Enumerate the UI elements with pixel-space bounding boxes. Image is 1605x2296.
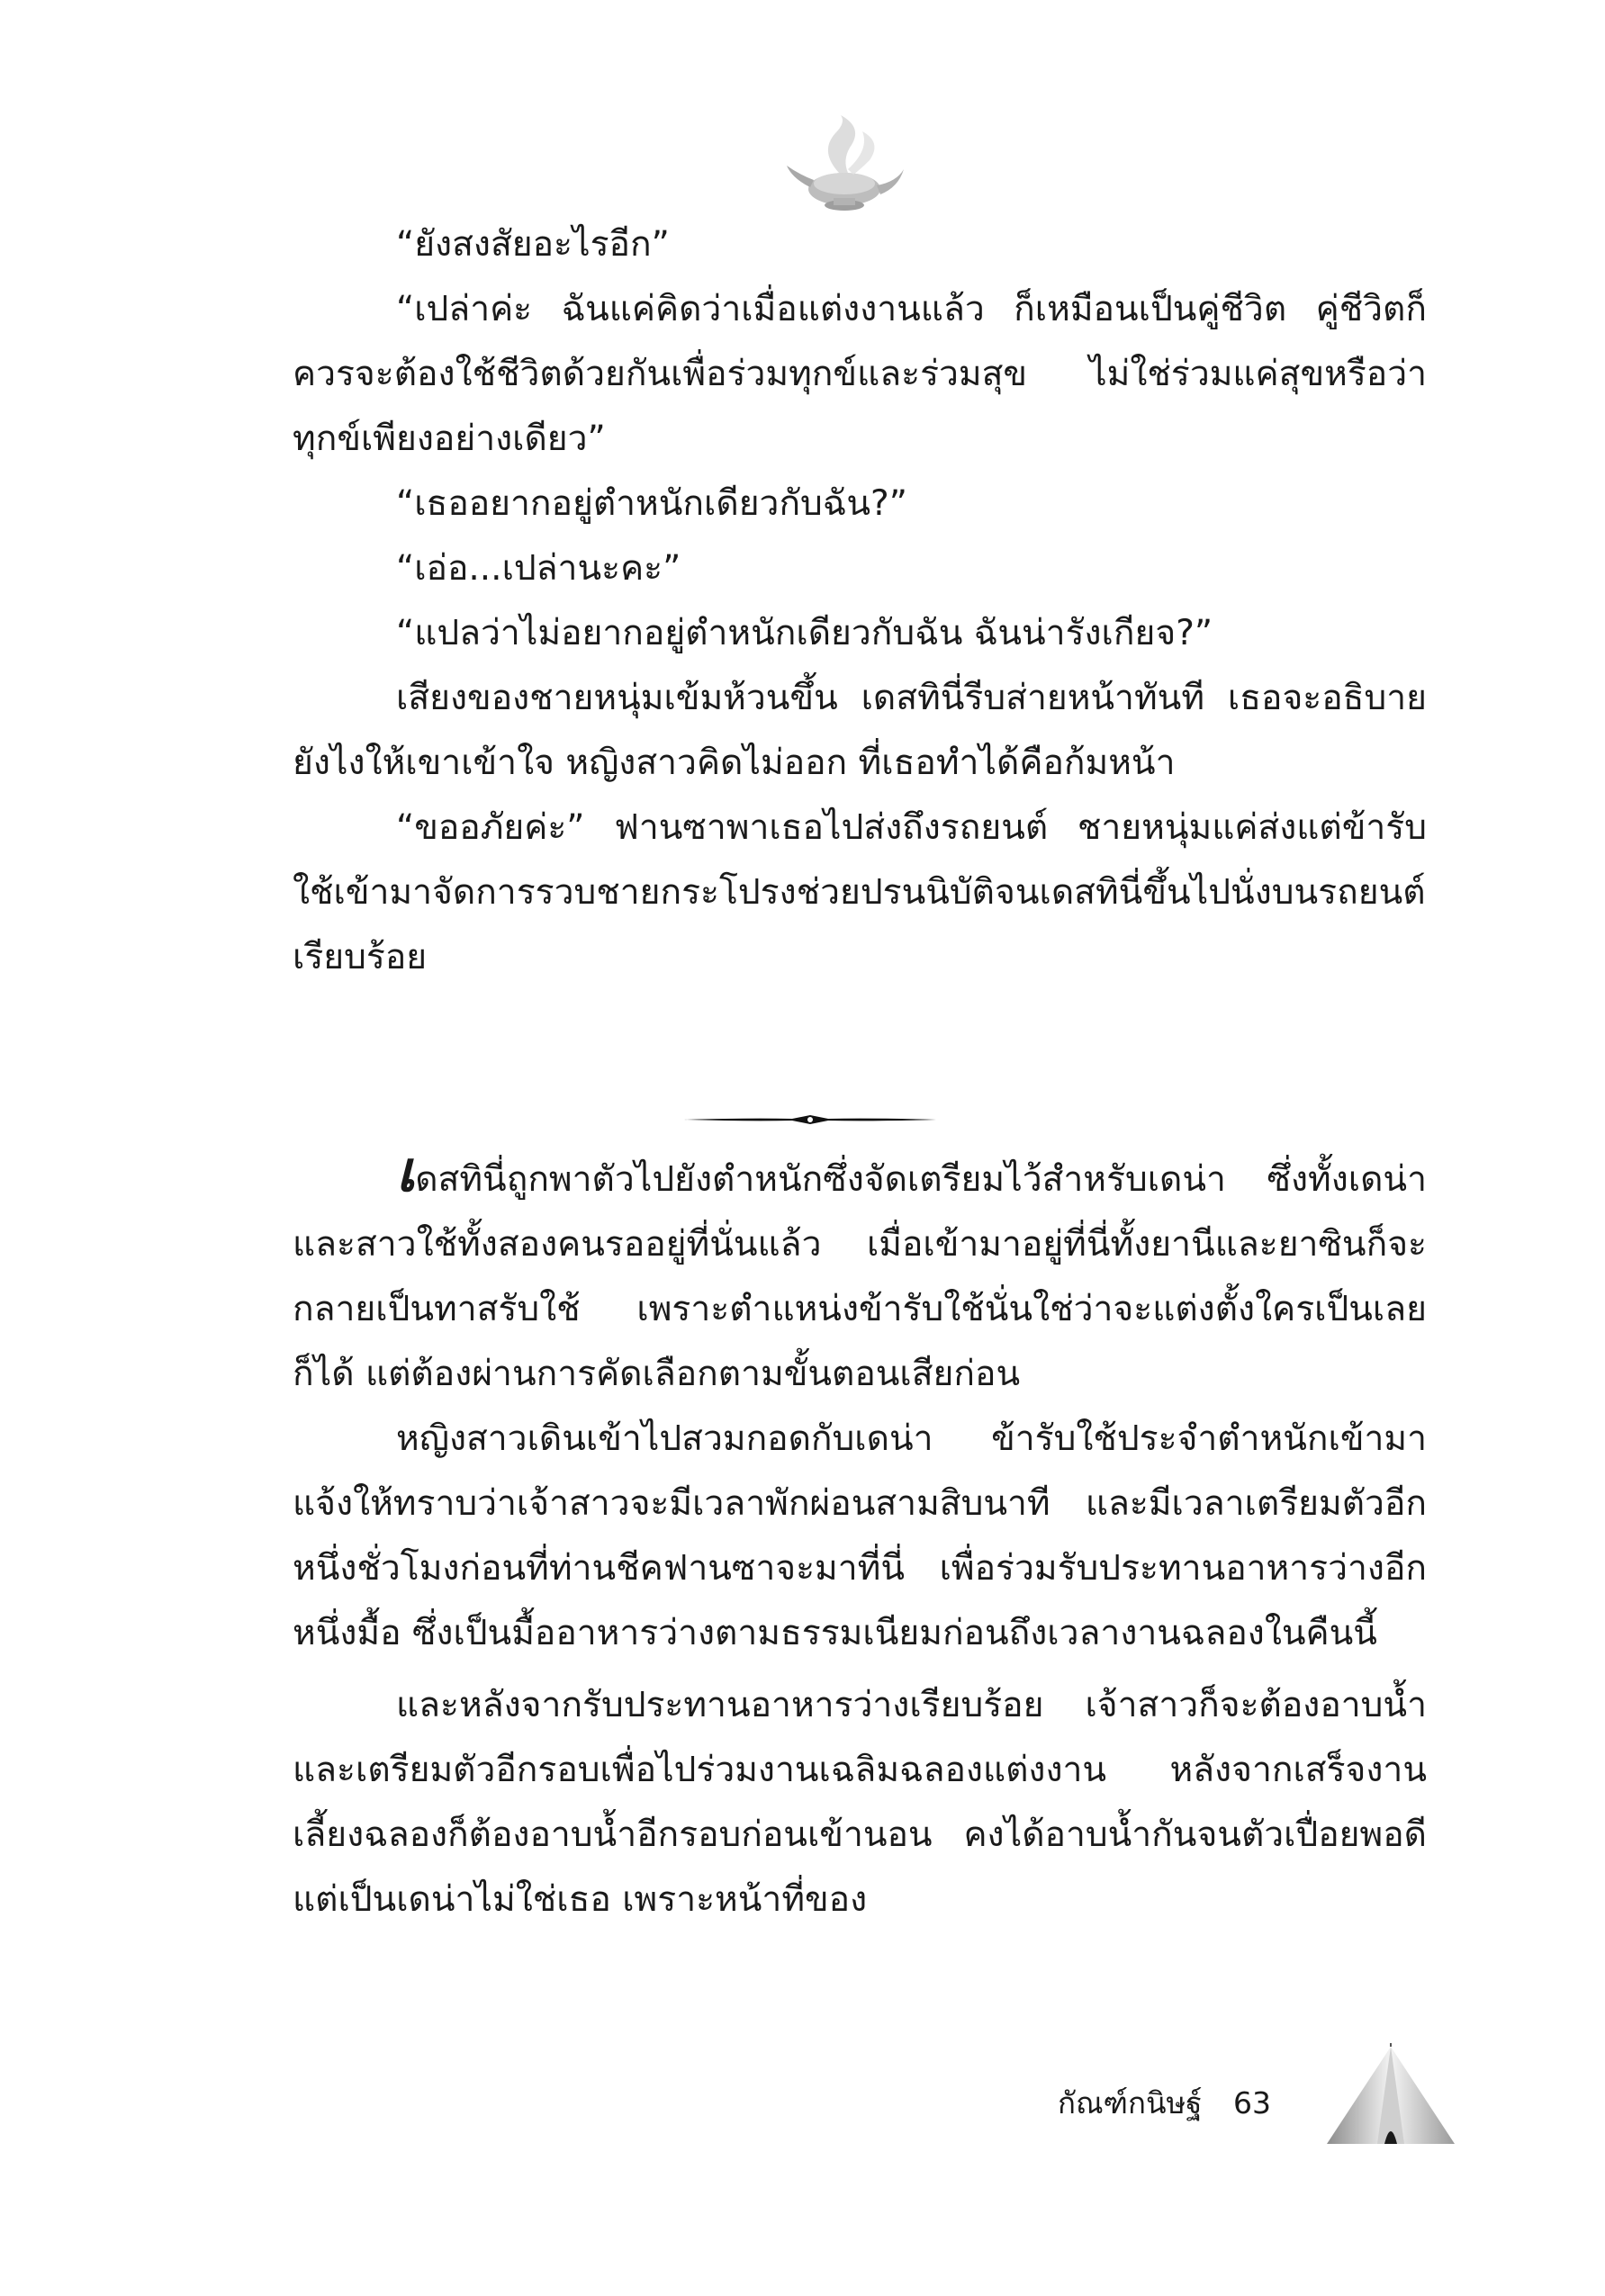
paragraph: “เธออยากอยู่ตำหนักเดียวกับฉัน?” — [396, 483, 907, 524]
tent-icon — [1323, 2043, 1458, 2151]
paragraph: เสียงของชายหนุ่มเข้มห้วนขึ้น เดสทินี่รีบส่ายหน้าทันที เธอจะอธิบายยังไงให้เขาเข้าใจ หญิงสาวคิดไม่ออก ที่เธอทำได้คือก้มหน้า — [293, 678, 1427, 783]
paragraph: “ขออภัยค่ะ” ฟานซาพาเธอไปส่งถึงรถยนต์ ชายหนุ่มแค่ส่งแต่ข้ารับใช้เข้ามาจัดการรวบชายกระโปรงช่วยปรนนิบัติจนเดสทินี่ขึ้นไปนั่งบนรถยนต์เรียบร้อย — [293, 807, 1427, 977]
paragraph: “แปลว่าไม่อยากอยู่ตำหนักเดียวกับฉัน ฉันน่ารังเกียจ?” — [396, 613, 1213, 653]
page-footer — [1058, 2079, 1271, 2127]
genie-lamp-icon — [783, 115, 909, 223]
section-2 — [293, 1139, 1427, 1932]
drop-cap: เ — [396, 1139, 416, 1204]
paragraph-with-dropcap — [293, 1139, 1427, 1407]
paragraph: “เปล่าค่ะ ฉันแค่คิดว่าเมื่อแต่งงานแล้ว ก็เหมือนเป็นคู่ชีวิต คู่ชีวิตก็ควรจะต้องใช้ชีวิตด้วยกันเพื่อร่วมทุกข์และร่วมสุข ไม่ใช่ร่วมแค่สุขหรือว่าทุกข์เพียงอย่างเดียว” — [293, 289, 1427, 459]
paragraph: “ยังสงสัยอะไรอีก” — [396, 224, 670, 265]
paragraph-text: ดสทินี่ถูกพาตัวไปยังตำหนักซึ่งจัดเตรียมไว้สำหรับเดน่า ซึ่งทั้งเดน่าและสาวใช้ทั้งสองคนรออยู่ที่นั่นแล้ว เมื่อเข้ามาอยู่ที่นี่ทั้งยานีและยาซินก็จะกลายเป็นทาสรับใช้ เพราะตำแหน่งข้ารับใช้นั่นใช่ว่าจะแต่งตั้งใครเป็นเลยก็ได้ แต่ต้องผ่านการคัดเลือกตามขั้นตอนเสียก่อน — [293, 1159, 1427, 1394]
paragraph: และหลังจากรับประทานอาหารว่างเรียบร้อย เจ้าสาวก็จะต้องอาบน้ำและเตรียมตัวอีกรอบเพื่อไปร่วมงานเฉลิมฉลองแต่งงาน หลังจากเสร็จงานเลี้ยงฉลองก็ต้องอาบน้ำอีกรอบก่อนเข้านอน คงได้อาบน้ำกันจนตัวเปื่อยพอดี แต่เป็นเดน่าไม่ใช่เธอ เพราะหน้าที่ของ — [293, 1685, 1427, 1920]
book-title: กัณฑ์กนิษฐ์ — [1058, 2085, 1203, 2120]
page-number: 63 — [1233, 2085, 1271, 2120]
paragraph: “เอ่อ...เปล่านะคะ” — [396, 548, 681, 589]
paragraph: หญิงสาวเดินเข้าไปสวมกอดกับเดน่า ข้ารับใช้ประจำตำหนักเข้ามาแจ้งให้ทราบว่าเจ้าสาวจะมีเวลาพักผ่อนสามสิบนาที และมีเวลาเตรียมตัวอีกหนึ่งชั่วโมงก่อนที่ท่านชีคฟานซาจะมาที่นี่ เพื่อร่วมรับประทานอาหารว่างอีกหนึ่งมื้อ ซึ่งเป็นมื้ออาหารว่างตามธรรมเนียมก่อนถึงเวลางานฉลองในคืนนี้ — [293, 1418, 1427, 1653]
section-1 — [293, 212, 1427, 990]
ornament-divider-icon — [684, 1113, 936, 1126]
